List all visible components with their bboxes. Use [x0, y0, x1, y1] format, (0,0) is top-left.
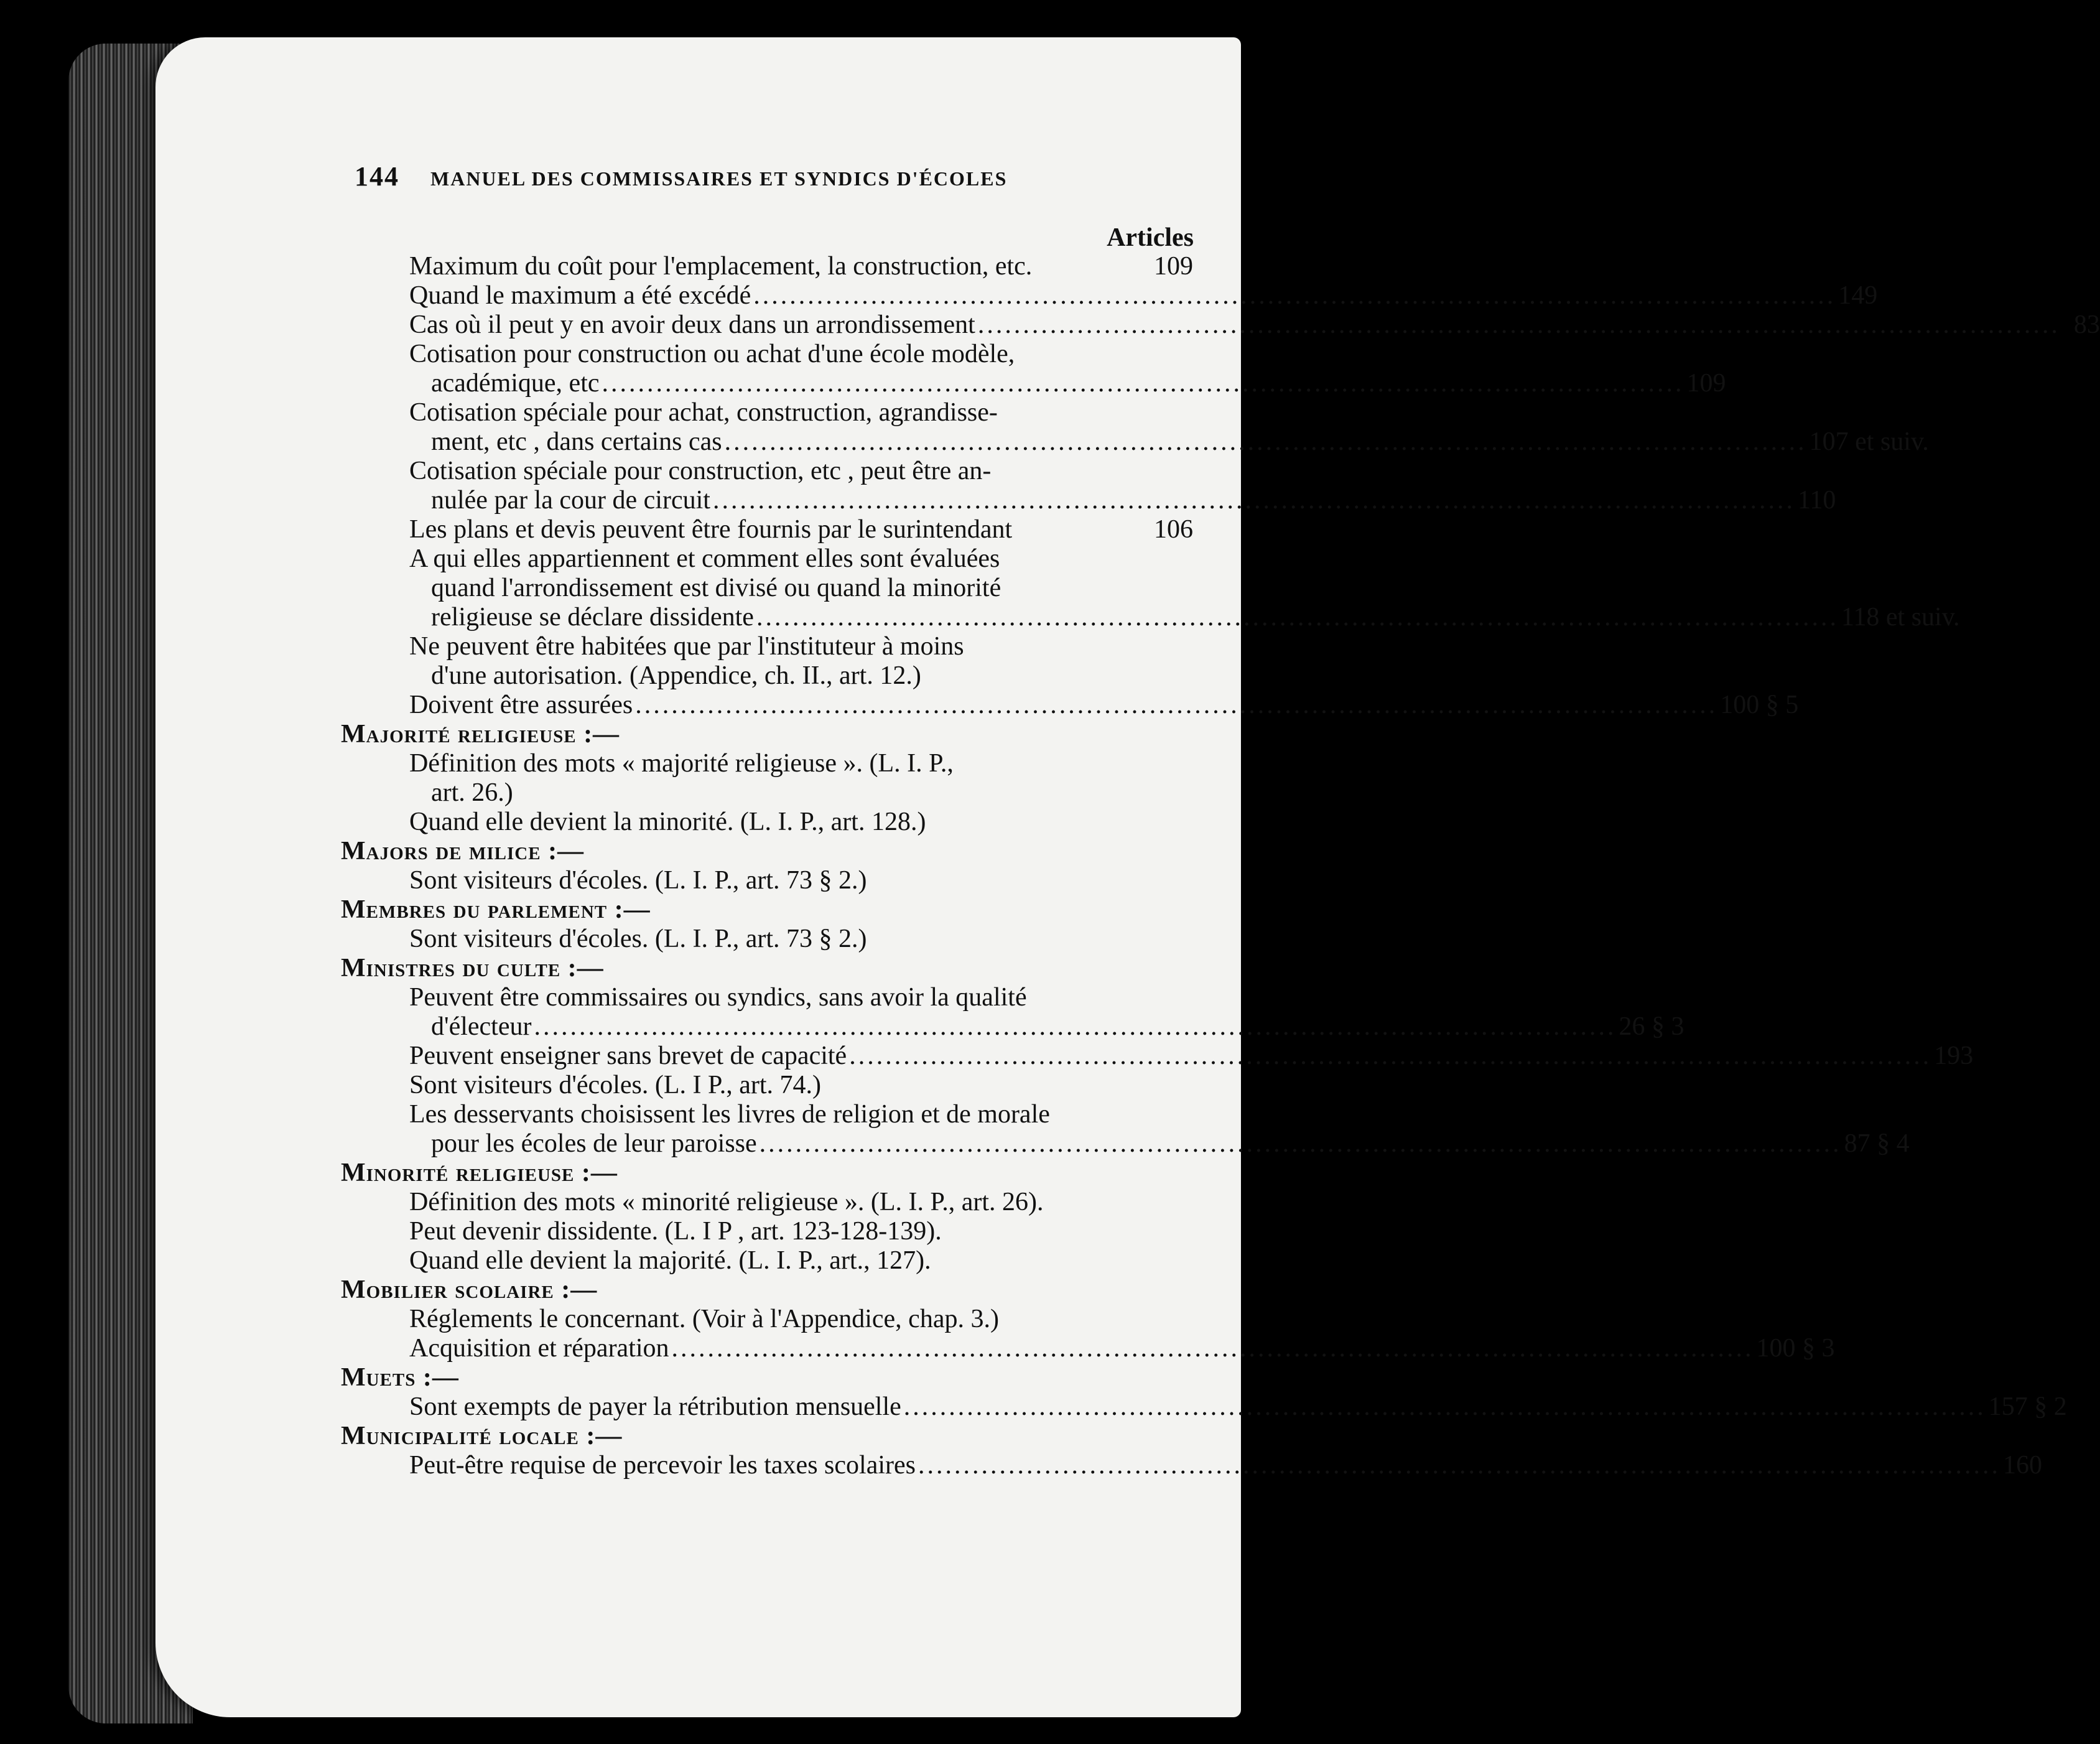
article-reference: 100 § 5: [1720, 691, 1799, 719]
article-reference: 109: [1154, 252, 1193, 281]
index-entry: [341, 866, 1193, 895]
index-entry: [341, 1012, 1684, 1042]
index-entry: [341, 574, 1193, 603]
index-entry: [341, 1217, 1193, 1246]
entry-text: Maximum du coût pour l'emplacement, la construction, etc.: [409, 252, 1033, 281]
index-entry: [341, 252, 1193, 281]
article-reference: 149: [1838, 281, 1878, 310]
running-header: [355, 161, 1095, 192]
entry-text: Majorité religieuse :—: [341, 720, 620, 748]
article-reference: 106: [1154, 515, 1193, 544]
index-heading: [341, 1159, 1193, 1188]
index-entry: [341, 1188, 1193, 1217]
entry-text: Les plans et devis peuvent être fournis par le surintendant: [409, 515, 1013, 544]
article-reference: 157 § 2: [1988, 1392, 2067, 1421]
index-entry: [341, 1129, 1910, 1159]
index-entry: [341, 1042, 1974, 1071]
leader-dots: ........................................................................................................................: [534, 1012, 1617, 1041]
index-entry: [341, 1246, 1193, 1275]
index-heading: [341, 1363, 1193, 1392]
index-heading: [341, 1275, 1193, 1305]
entry-text: Peut devenir dissidente. (L. I P , art. 123-128-139).: [409, 1217, 942, 1246]
leader-dots: ........................................................................................................................: [849, 1042, 1932, 1070]
entry-text: Quand elle devient la majorité. (L. I. P., art., 127).: [409, 1246, 931, 1275]
entry-text: Cas où il peut y en avoir deux dans un arrondissement: [409, 310, 975, 339]
entry-text: académique, etc: [431, 369, 600, 398]
page-number: 144: [355, 161, 399, 192]
index-entry: [341, 310, 2100, 340]
article-reference: 100 § 3: [1756, 1334, 1835, 1363]
index-entry: [341, 632, 1193, 661]
article-reference: 26 § 3: [1619, 1012, 1684, 1041]
index-entry: [341, 778, 1193, 808]
entry-text: Quand elle devient la minorité. (L. I. P., art. 128.): [409, 808, 926, 836]
index-entry: [341, 1334, 1835, 1363]
index-entry: [341, 925, 1193, 954]
index-entry: [341, 427, 1929, 457]
leader-dots: ........................................................................................................................: [756, 603, 1839, 632]
index-entry: [341, 398, 1193, 427]
index-entry: [341, 486, 1836, 515]
leader-dots: ........................................................................................................................: [918, 1451, 2000, 1480]
leader-dots: ........................................................................................................................: [724, 427, 1807, 456]
index-entry: [341, 281, 1878, 310]
leader-dots: ........................................................................................................................: [759, 1129, 1842, 1158]
entry-text: ment, etc , dans certains cas: [431, 427, 722, 456]
entry-text: nulée par la cour de circuit: [431, 486, 710, 515]
index-heading: [341, 954, 1193, 983]
article-reference: 160: [2002, 1451, 2042, 1480]
articles-column-label: Articles: [1107, 223, 1194, 252]
entry-text: Définition des mots « minorité religieuse ». (L. I. P., art. 26).: [409, 1188, 1044, 1216]
index-entry: [341, 1451, 2042, 1480]
entry-text: A qui elles appartiennent et comment elles sont évaluées: [409, 544, 1000, 573]
index-entries: [341, 252, 2100, 1480]
entry-text: Réglements le concernant. (Voir à l'Appendice, chap. 3.): [409, 1305, 999, 1333]
index-heading: [341, 837, 1193, 866]
index-heading: [341, 1422, 1193, 1451]
entry-text: Définition des mots « majorité religieuse ». (L. I. P.,: [409, 749, 954, 778]
leader-dots: ........................................................................................................................: [635, 691, 1718, 719]
entry-text: Sont visiteurs d'écoles. (L. I P., art. 74.): [409, 1071, 821, 1099]
index-entry: [341, 1071, 1193, 1100]
leader-dots: ........................................................................................................................: [977, 310, 2060, 339]
article-reference: 118 et suiv.: [1841, 603, 1960, 632]
leader-dots: ........................................................................................................................: [903, 1392, 1986, 1421]
index-heading: [341, 895, 1193, 925]
index-entry: [341, 1305, 1193, 1334]
index-entry: [341, 691, 1799, 720]
article-reference: 83: [2073, 310, 2100, 339]
index-entry: [341, 1100, 1193, 1129]
index-heading: [341, 720, 1193, 749]
entry-text: Minorité religieuse :—: [341, 1159, 618, 1187]
article-reference: 109: [1686, 369, 1726, 398]
index-entry: [341, 340, 1193, 369]
entry-text: Majors de milice :—: [341, 837, 585, 865]
index-entry: [341, 515, 1193, 544]
leader-dots: ........................................................................................................................: [712, 486, 1795, 515]
entry-text: Cotisation pour construction ou achat d'une école modèle,: [409, 340, 1015, 368]
entry-text: Mobilier scolaire :—: [341, 1275, 598, 1304]
running-title: MANUEL DES COMMISSAIRES ET SYNDICS D'ÉCOLES: [430, 167, 1008, 190]
entry-text: Peuvent être commissaires ou syndics, sans avoir la qualité: [409, 983, 1027, 1012]
entry-text: Muets :—: [341, 1363, 459, 1392]
article-reference: 193: [1934, 1042, 1974, 1070]
leader-dots: ........................................................................................................................: [602, 369, 1684, 398]
entry-text: Sont visiteurs d'écoles. (L. I. P., art. 73 § 2.): [409, 866, 867, 895]
leader-dots: ........................................................................................................................: [671, 1334, 1754, 1363]
entry-text: art. 26.): [431, 778, 513, 807]
entry-text: Sont exempts de payer la rétribution mensuelle: [409, 1392, 901, 1421]
entry-text: pour les écoles de leur paroisse: [431, 1129, 757, 1158]
entry-text: Municipalité locale :—: [341, 1422, 623, 1450]
article-reference: 110: [1797, 486, 1836, 515]
entry-text: Membres du parlement :—: [341, 895, 651, 924]
article-reference: 107 et suiv.: [1809, 427, 1929, 456]
entry-text: d'une autorisation. (Appendice, ch. II., art. 12.): [431, 661, 921, 690]
index-entry: [341, 1392, 2067, 1422]
article-reference: 87 § 4: [1844, 1129, 1910, 1158]
index-entry: [341, 661, 1193, 691]
entry-text: Acquisition et réparation: [409, 1334, 669, 1363]
entry-text: Peuvent enseigner sans brevet de capacité: [409, 1042, 847, 1070]
index-entry: [341, 808, 1193, 837]
entry-text: Les desservants choisissent les livres de religion et de morale: [409, 1100, 1050, 1129]
index-entry: [341, 369, 1726, 398]
entry-text: quand l'arrondissement est divisé ou quand la minorité: [431, 574, 1001, 602]
index-entry: [341, 983, 1193, 1012]
index-entry: [341, 603, 1960, 632]
entry-text: Cotisation spéciale pour construction, etc , peut être an-: [409, 457, 992, 485]
entry-text: d'électeur: [431, 1012, 532, 1041]
entry-text: Quand le maximum a été excédé: [409, 281, 751, 310]
entry-text: Cotisation spéciale pour achat, construction, agrandisse-: [409, 398, 998, 427]
index-entry: [341, 544, 1193, 574]
index-entry: [341, 749, 1193, 778]
entry-text: Peut-être requise de percevoir les taxes scolaires: [409, 1451, 916, 1480]
entry-text: Ne peuvent être habitées que par l'instituteur à moins: [409, 632, 964, 661]
entry-text: Sont visiteurs d'écoles. (L. I. P., art. 73 § 2.): [409, 925, 867, 953]
entry-text: Doivent être assurées: [409, 691, 633, 719]
leader-dots: ........................................................................................................................: [753, 281, 1836, 310]
entry-text: Ministres du culte :—: [341, 954, 604, 982]
index-entry: [341, 457, 1193, 486]
entry-text: religieuse se déclare dissidente: [431, 603, 754, 632]
